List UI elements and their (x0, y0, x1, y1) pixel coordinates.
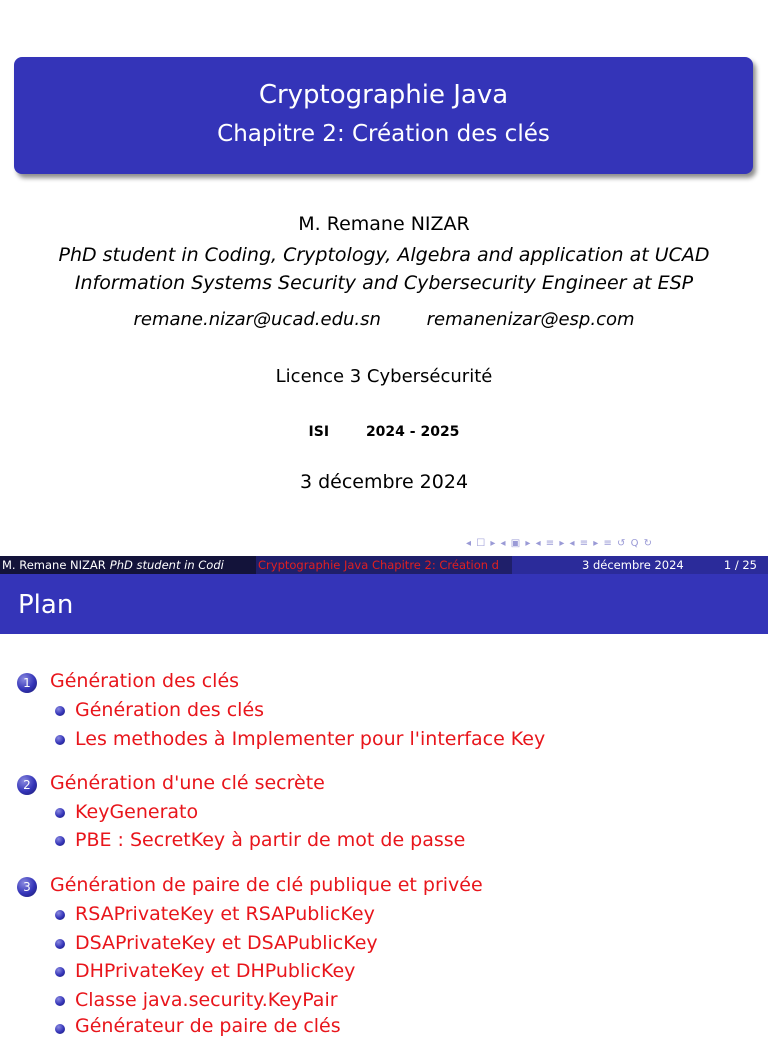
beamer-navigation-icons[interactable]: ◂ ☐ ▸ ◂ ▣ ▸ ◂ ≡ ▸ ◂ ≡ ▸ ≡ ↺ Q ↻ (466, 538, 654, 549)
footer-author-name: M. Remane NIZAR (2, 558, 106, 572)
email-esp: remanenizar@esp.com (426, 309, 635, 330)
program-name: Licence 3 Cybersécurité (275, 366, 493, 387)
toc-subsection[interactable]: DHPrivateKey et DHPublicKey (75, 960, 356, 982)
institution: ISI (308, 424, 330, 440)
toc-subsection[interactable]: RSAPrivateKey et RSAPublicKey (75, 903, 375, 925)
footer-title: Cryptographie Java Chapitre 2: Création d (256, 556, 512, 574)
bullet-icon (55, 836, 65, 846)
toc-section-3[interactable]: Génération de paire de clé publique et privée (50, 874, 483, 896)
bullet-icon (55, 939, 65, 949)
plan-title-bar (0, 574, 768, 634)
toc-section-2[interactable]: Génération d'une clé secrète (50, 772, 325, 794)
presentation-subtitle: Chapitre 2: Création des clés (217, 121, 550, 147)
author-affiliation-1: PhD student in Coding, Cryptology, Algebra and application at UCAD (58, 244, 710, 266)
plan-title: Plan (18, 590, 74, 620)
bullet-icon (55, 735, 65, 745)
section-number-1: 1 (17, 673, 37, 693)
toc-subsection[interactable]: Classe java.security.KeyPair (75, 989, 338, 1011)
bullet-icon (55, 967, 65, 977)
toc-subsection[interactable]: DSAPrivateKey et DSAPublicKey (75, 932, 378, 954)
toc-subsection[interactable]: Générateur de paire de clés (75, 1015, 341, 1037)
institution-line (0, 424, 768, 440)
section-number-2: 2 (17, 775, 37, 795)
footer-date: 3 décembre 2024 (582, 558, 684, 572)
footer-author (0, 556, 256, 574)
presentation-title: Cryptographie Java (258, 80, 509, 110)
toc-subsection[interactable]: Génération des clés (75, 699, 265, 721)
footer-author-role: PhD student in Codi (109, 558, 224, 572)
author-emails (0, 309, 768, 330)
page-number: 1 / 25 (723, 558, 757, 572)
title-box (14, 57, 753, 174)
toc-section-1[interactable]: Génération des clés (50, 670, 240, 692)
author-affiliation-2: Information Systems Security and Cybersecurity Engineer at ESP (74, 272, 694, 294)
section-number-3: 3 (17, 877, 37, 897)
bullet-icon (55, 910, 65, 920)
toc-subsection[interactable]: PBE : SecretKey à partir de mot de passe (75, 829, 466, 851)
presentation-date: 3 décembre 2024 (299, 471, 469, 493)
toc-subsection[interactable]: Les methodes à Implementer pour l'interface Key (75, 728, 546, 750)
toc-subsection[interactable]: KeyGenerato (75, 801, 199, 823)
bullet-icon (55, 1024, 65, 1034)
bullet-icon (55, 996, 65, 1006)
academic-year: 2024 - 2025 (365, 424, 460, 440)
bullet-icon (55, 808, 65, 818)
author-name: M. Remane NIZAR (298, 213, 470, 235)
email-ucad: remane.nizar@ucad.edu.sn (133, 309, 381, 330)
bullet-icon (55, 706, 65, 716)
slide-footer (0, 556, 768, 574)
footer-info (512, 556, 768, 574)
